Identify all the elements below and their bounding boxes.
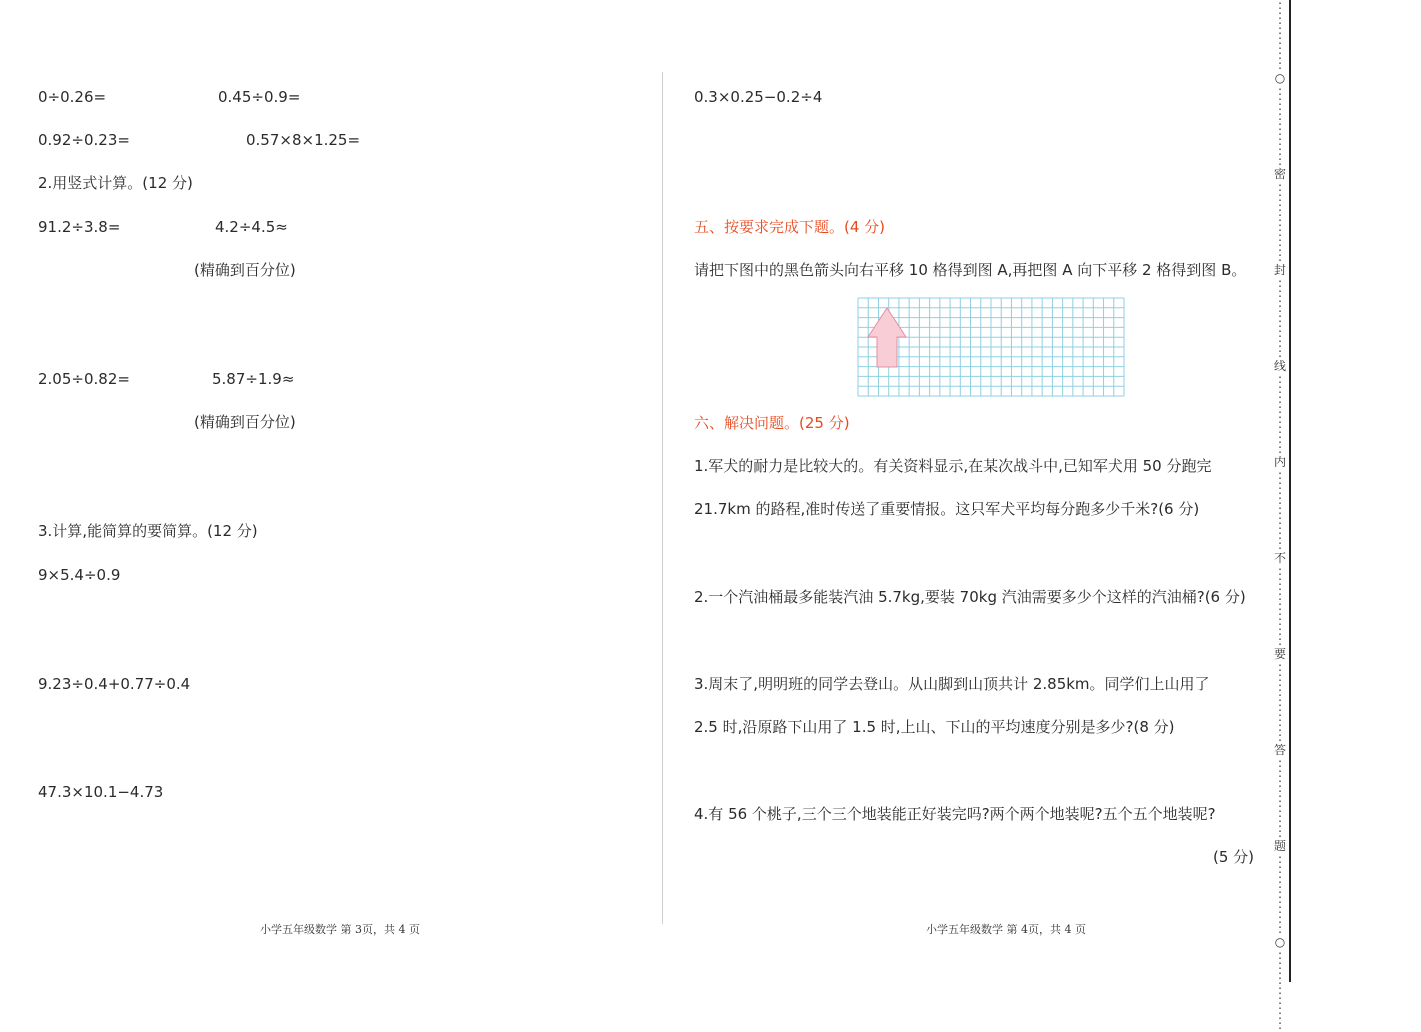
problem-47.3x10.1-minus: 47.3×10.1−4.73 (38, 783, 164, 801)
binding-dot: : (1277, 710, 1283, 724)
binding-dot: : (1277, 816, 1283, 830)
binding-dot: : (1277, 180, 1283, 194)
binding-dot: : (1277, 392, 1283, 406)
binding-dot: : (1277, 346, 1283, 360)
binding-dot: : (1277, 210, 1283, 224)
up-arrow-figure (868, 308, 906, 367)
binding-dot: : (1277, 614, 1283, 628)
problem-4-score: (5 分) (1213, 848, 1255, 866)
binding-char: 内 (1273, 455, 1286, 469)
page-footer-left: 小学五年级数学 第 3页，共 4 页 (260, 923, 420, 936)
binding-dot: : (1277, 230, 1283, 244)
binding-dot: : (1277, 700, 1283, 714)
binding-dot: : (1277, 200, 1283, 214)
binding-dot: : (1277, 862, 1283, 876)
binding-dot: : (1277, 94, 1283, 108)
binding-dot: : (1277, 134, 1283, 148)
grid-svg (857, 297, 1125, 397)
binding-dot: : (1277, 372, 1283, 386)
binding-char: 密 (1273, 167, 1286, 181)
binding-dot: : (1277, 538, 1283, 552)
binding-dot: : (1277, 412, 1283, 426)
binding-dot: : (1277, 114, 1283, 128)
binding-dot: : (1277, 432, 1283, 446)
binding-dot: : (1277, 468, 1283, 482)
binding-dot: : (1277, 594, 1283, 608)
binding-dot: : (1277, 766, 1283, 780)
binding-line (1289, 0, 1291, 982)
binding-dot: : (1277, 624, 1283, 638)
binding-dot: : (1277, 892, 1283, 906)
binding-dot: : (1277, 988, 1283, 1002)
binding-dot: : (1277, 48, 1283, 62)
binding-dot: : (1277, 998, 1283, 1012)
binding-dot: : (1277, 84, 1283, 98)
binding-margin (1270, 0, 1290, 1032)
binding-dot: : (1277, 8, 1283, 22)
binding-dot: : (1277, 912, 1283, 926)
binding-dot: : (1277, 978, 1283, 992)
binding-dot: : (1277, 144, 1283, 158)
translation-grid (857, 297, 1125, 401)
section-6-title: 六、解决问题。(25 分) (694, 414, 850, 432)
problem-2-text: 2.一个汽油桶最多能装汽油 5.7kg,要装 70kg 汽油需要多少个这样的汽油桶?(6 分) (694, 588, 1246, 606)
binding-dot: : (1277, 0, 1283, 12)
problem-4.2-div-4.5: 4.2÷4.5≈ (215, 218, 288, 236)
binding-dot: : (1277, 498, 1283, 512)
question-2-title: 2.用竖式计算。(12 分) (38, 174, 193, 192)
binding-dot: : (1277, 584, 1283, 598)
binding-char: 线 (1273, 359, 1286, 373)
binding-dot: : (1277, 478, 1283, 492)
binding-dot: : (1277, 730, 1283, 744)
binding-dot: : (1277, 488, 1283, 502)
binding-dot: : (1277, 286, 1283, 300)
page-divider (662, 72, 663, 924)
binding-dot: : (1277, 58, 1283, 72)
problem-9x5.4-div-0.9: 9×5.4÷0.9 (38, 566, 121, 584)
problem-4-text: 4.有 56 个桃子,三个三个地装能正好装完吗?两个两个地装呢?五个五个地装呢? (694, 805, 1216, 823)
binding-dot: : (1277, 104, 1283, 118)
problem-0.3x0.25-minus: 0.3×0.25−0.2÷4 (694, 88, 823, 106)
problem-91.2-div-3.8: 91.2÷3.8= (38, 218, 121, 236)
binding-dot: : (1277, 882, 1283, 896)
section-5-instruction: 请把下图中的黑色箭头向右平移 10 格得到图 A,再把图 A 向下平移 2 格得到图 B。 (694, 261, 1247, 279)
problem-1-line-1: 1.军犬的耐力是比较大的。有关资料显示,在某次战斗中,已知军犬用 50 分跑完 (694, 457, 1212, 475)
problem-2.05-div-0.82: 2.05÷0.82= (38, 370, 130, 388)
binding-char: ○ (1274, 935, 1286, 949)
binding-dot: : (1277, 796, 1283, 810)
page-footer-right: 小学五年级数学 第 4页，共 4 页 (926, 923, 1086, 936)
binding-dot: : (1277, 316, 1283, 330)
binding-dot: : (1277, 690, 1283, 704)
binding-dot: : (1277, 756, 1283, 770)
binding-char: 封 (1273, 263, 1286, 277)
problem-0.92-div-0.23: 0.92÷0.23= (38, 131, 130, 149)
problem-9.23-div-0.4-plus: 9.23÷0.4+0.77÷0.4 (38, 675, 191, 693)
binding-dot: : (1277, 922, 1283, 936)
problem-3-line-1: 3.周末了,明明班的同学去登山。从山脚到山顶共计 2.85km。同学们上山用了 (694, 675, 1210, 693)
problem-0.45-div-0.9: 0.45÷0.9= (218, 88, 301, 106)
binding-dot: : (1277, 968, 1283, 982)
binding-dot: : (1277, 660, 1283, 674)
binding-dot: : (1277, 442, 1283, 456)
binding-dot: : (1277, 872, 1283, 886)
binding-dot: : (1277, 326, 1283, 340)
binding-dot: : (1277, 28, 1283, 42)
binding-dot: : (1277, 38, 1283, 52)
binding-char: 答 (1273, 743, 1286, 757)
binding-dot: : (1277, 154, 1283, 168)
binding-dot: : (1277, 276, 1283, 290)
question-3-title: 3.计算,能简算的要简算。(12 分) (38, 522, 258, 540)
binding-dot: : (1277, 634, 1283, 648)
binding-dot: : (1277, 190, 1283, 204)
binding-dot: : (1277, 670, 1283, 684)
binding-dot: : (1277, 18, 1283, 32)
binding-dot: : (1277, 528, 1283, 542)
binding-dot: : (1277, 786, 1283, 800)
binding-dot: : (1277, 250, 1283, 264)
grid-lines (858, 298, 1124, 396)
binding-dot: : (1277, 336, 1283, 350)
binding-dot: : (1277, 948, 1283, 962)
binding-dot: : (1277, 826, 1283, 840)
binding-char: 不 (1273, 551, 1286, 565)
binding-dot: : (1277, 382, 1283, 396)
binding-dot: : (1277, 574, 1283, 588)
binding-dot: : (1277, 958, 1283, 972)
binding-dot: : (1277, 680, 1283, 694)
binding-dot: : (1277, 1018, 1283, 1032)
problem-1-line-2: 21.7km 的路程,准时传送了重要情报。这只军犬平均每分跑多少千米?(6 分) (694, 500, 1200, 518)
binding-dot: : (1277, 852, 1283, 866)
binding-char: 要 (1273, 647, 1286, 661)
binding-dot: : (1277, 518, 1283, 532)
problem-0-div-0.26: 0÷0.26= (38, 88, 107, 106)
binding-dot: : (1277, 1008, 1283, 1022)
problem-5.87-div-1.9: 5.87÷1.9≈ (212, 370, 295, 388)
problem-0.57x8x1.25: 0.57×8×1.25= (246, 131, 361, 149)
problem-3-line-2: 2.5 时,沿原路下山用了 1.5 时,上山、下山的平均速度分别是多少?(8 分) (694, 718, 1175, 736)
binding-dot: : (1277, 240, 1283, 254)
precision-note: (精确到百分位) (194, 261, 296, 279)
binding-dot: : (1277, 422, 1283, 436)
binding-dot: : (1277, 296, 1283, 310)
binding-char: ○ (1274, 71, 1286, 85)
binding-dot: : (1277, 806, 1283, 820)
binding-dot: : (1277, 564, 1283, 578)
section-5-title: 五、按要求完成下题。(4 分) (694, 218, 886, 236)
binding-dot: : (1277, 306, 1283, 320)
binding-dot: : (1277, 720, 1283, 734)
precision-note: (精确到百分位) (194, 413, 296, 431)
binding-char: 题 (1273, 839, 1286, 853)
binding-dot: : (1277, 402, 1283, 416)
binding-dot: : (1277, 902, 1283, 916)
binding-dot: : (1277, 220, 1283, 234)
binding-dot: : (1277, 508, 1283, 522)
binding-dot: : (1277, 604, 1283, 618)
binding-dot: : (1277, 124, 1283, 138)
binding-dot: : (1277, 776, 1283, 790)
